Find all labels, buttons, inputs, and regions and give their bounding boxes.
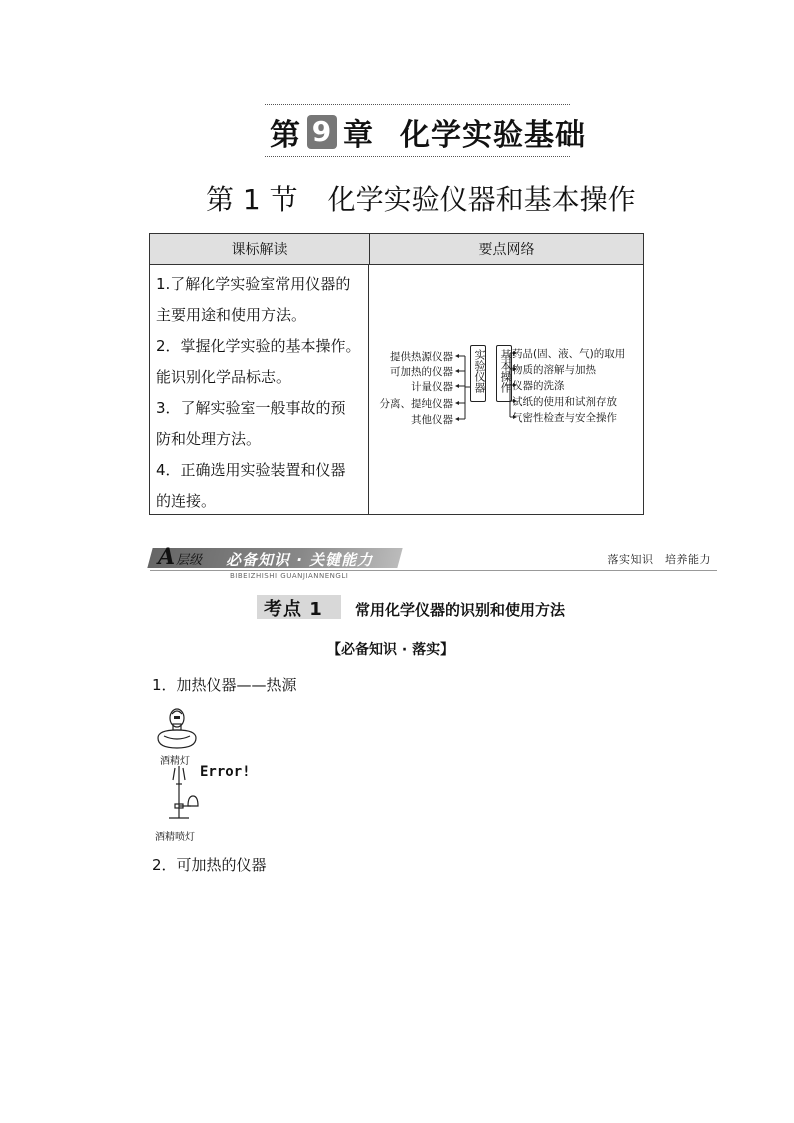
chapter-bottom-rule <box>265 156 570 157</box>
curriculum-line: 主要用途和使用方法。 <box>156 306 307 324</box>
chapter-top-rule <box>265 104 570 105</box>
curriculum-line: 防和处理方法。 <box>156 430 262 448</box>
diagram-right-item: 气密性检查与安全操作 <box>512 412 617 424</box>
chapter-name: 化学实验基础 <box>400 118 586 153</box>
diagram-left-item: 其他仪器 <box>411 414 453 426</box>
kaodian-title: 常用化学仪器的识别和使用方法 <box>355 601 566 619</box>
item-heating-instruments: 1．加热仪器——热源 <box>152 676 297 694</box>
diagram-right-item: 物质的溶解与加热 <box>512 364 596 376</box>
level-banner <box>150 544 717 580</box>
box-operations-label: 基本操作 <box>499 349 512 393</box>
chapter-suffix: 章 <box>343 118 374 153</box>
curriculum-line: 的连接。 <box>156 492 217 510</box>
chapter-prefix: 第 <box>270 118 301 153</box>
curriculum-text <box>150 265 369 515</box>
item-heatable-instruments: 2．可加热的仪器 <box>152 856 267 874</box>
box-instruments-label: 实验仪器 <box>473 349 486 393</box>
diagram-left-item: 提供热源仪器 <box>390 351 453 363</box>
section-name: 化学实验仪器和基本操作 <box>327 183 636 216</box>
kaodian-label: 考点 1 <box>264 599 323 620</box>
banner-rule <box>150 570 717 571</box>
curriculum-line: 能识别化学品标志。 <box>156 368 292 386</box>
table-body <box>150 265 643 515</box>
standards-table <box>149 233 644 515</box>
curriculum-line: 2．掌握化学实验的基本操作。 <box>156 337 361 355</box>
section-label: 第 1 节 <box>206 183 298 216</box>
banner-level: 层级 <box>176 553 203 568</box>
banner-right-text: 落实知识 培养能力 <box>607 553 711 566</box>
banner-pinyin: BIBEIZHISHI GUANJIANNENGLI <box>230 572 349 580</box>
banner-title: 必备知识 · 关键能力 <box>226 551 374 569</box>
diagram-right-item: 药品(固、液、气)的取用 <box>512 348 626 360</box>
alcohol-lamp-label: 酒精灯 <box>160 756 190 767</box>
error-text: Error! <box>200 764 251 780</box>
chapter-title <box>270 112 586 152</box>
curriculum-line: 4．正确选用实验装置和仪器 <box>156 461 346 479</box>
alcohol-lamp-icon <box>152 704 202 754</box>
table-header <box>150 234 643 265</box>
header-curriculum: 课标解读 <box>150 234 370 264</box>
alcohol-blowtorch-label: 酒精喷灯 <box>155 832 195 843</box>
diagram-left-item: 分离、提纯仪器 <box>379 398 453 410</box>
diagram-left-item: 可加热的仪器 <box>390 366 453 378</box>
chapter-number: 9 <box>307 115 337 149</box>
curriculum-line: 1.了解化学实验室常用仪器的 <box>156 275 351 293</box>
header-network: 要点网络 <box>478 242 535 258</box>
subheading: 【必备知识 · 落实】 <box>327 642 455 658</box>
diagram-left-item: 计量仪器 <box>411 381 453 393</box>
curriculum-line: 3．了解实验室一般事故的预 <box>156 399 346 417</box>
diagram-right-item: 仪器的洗涤 <box>512 380 565 392</box>
section-title <box>206 178 636 218</box>
box-instruments <box>470 345 486 402</box>
banner-letter: A <box>158 544 176 570</box>
box-operations <box>496 345 512 402</box>
alcohol-blowtorch-icon <box>155 766 205 828</box>
key-points-diagram <box>369 265 643 515</box>
diagram-right-item: 试纸的使用和试剂存放 <box>512 396 617 408</box>
